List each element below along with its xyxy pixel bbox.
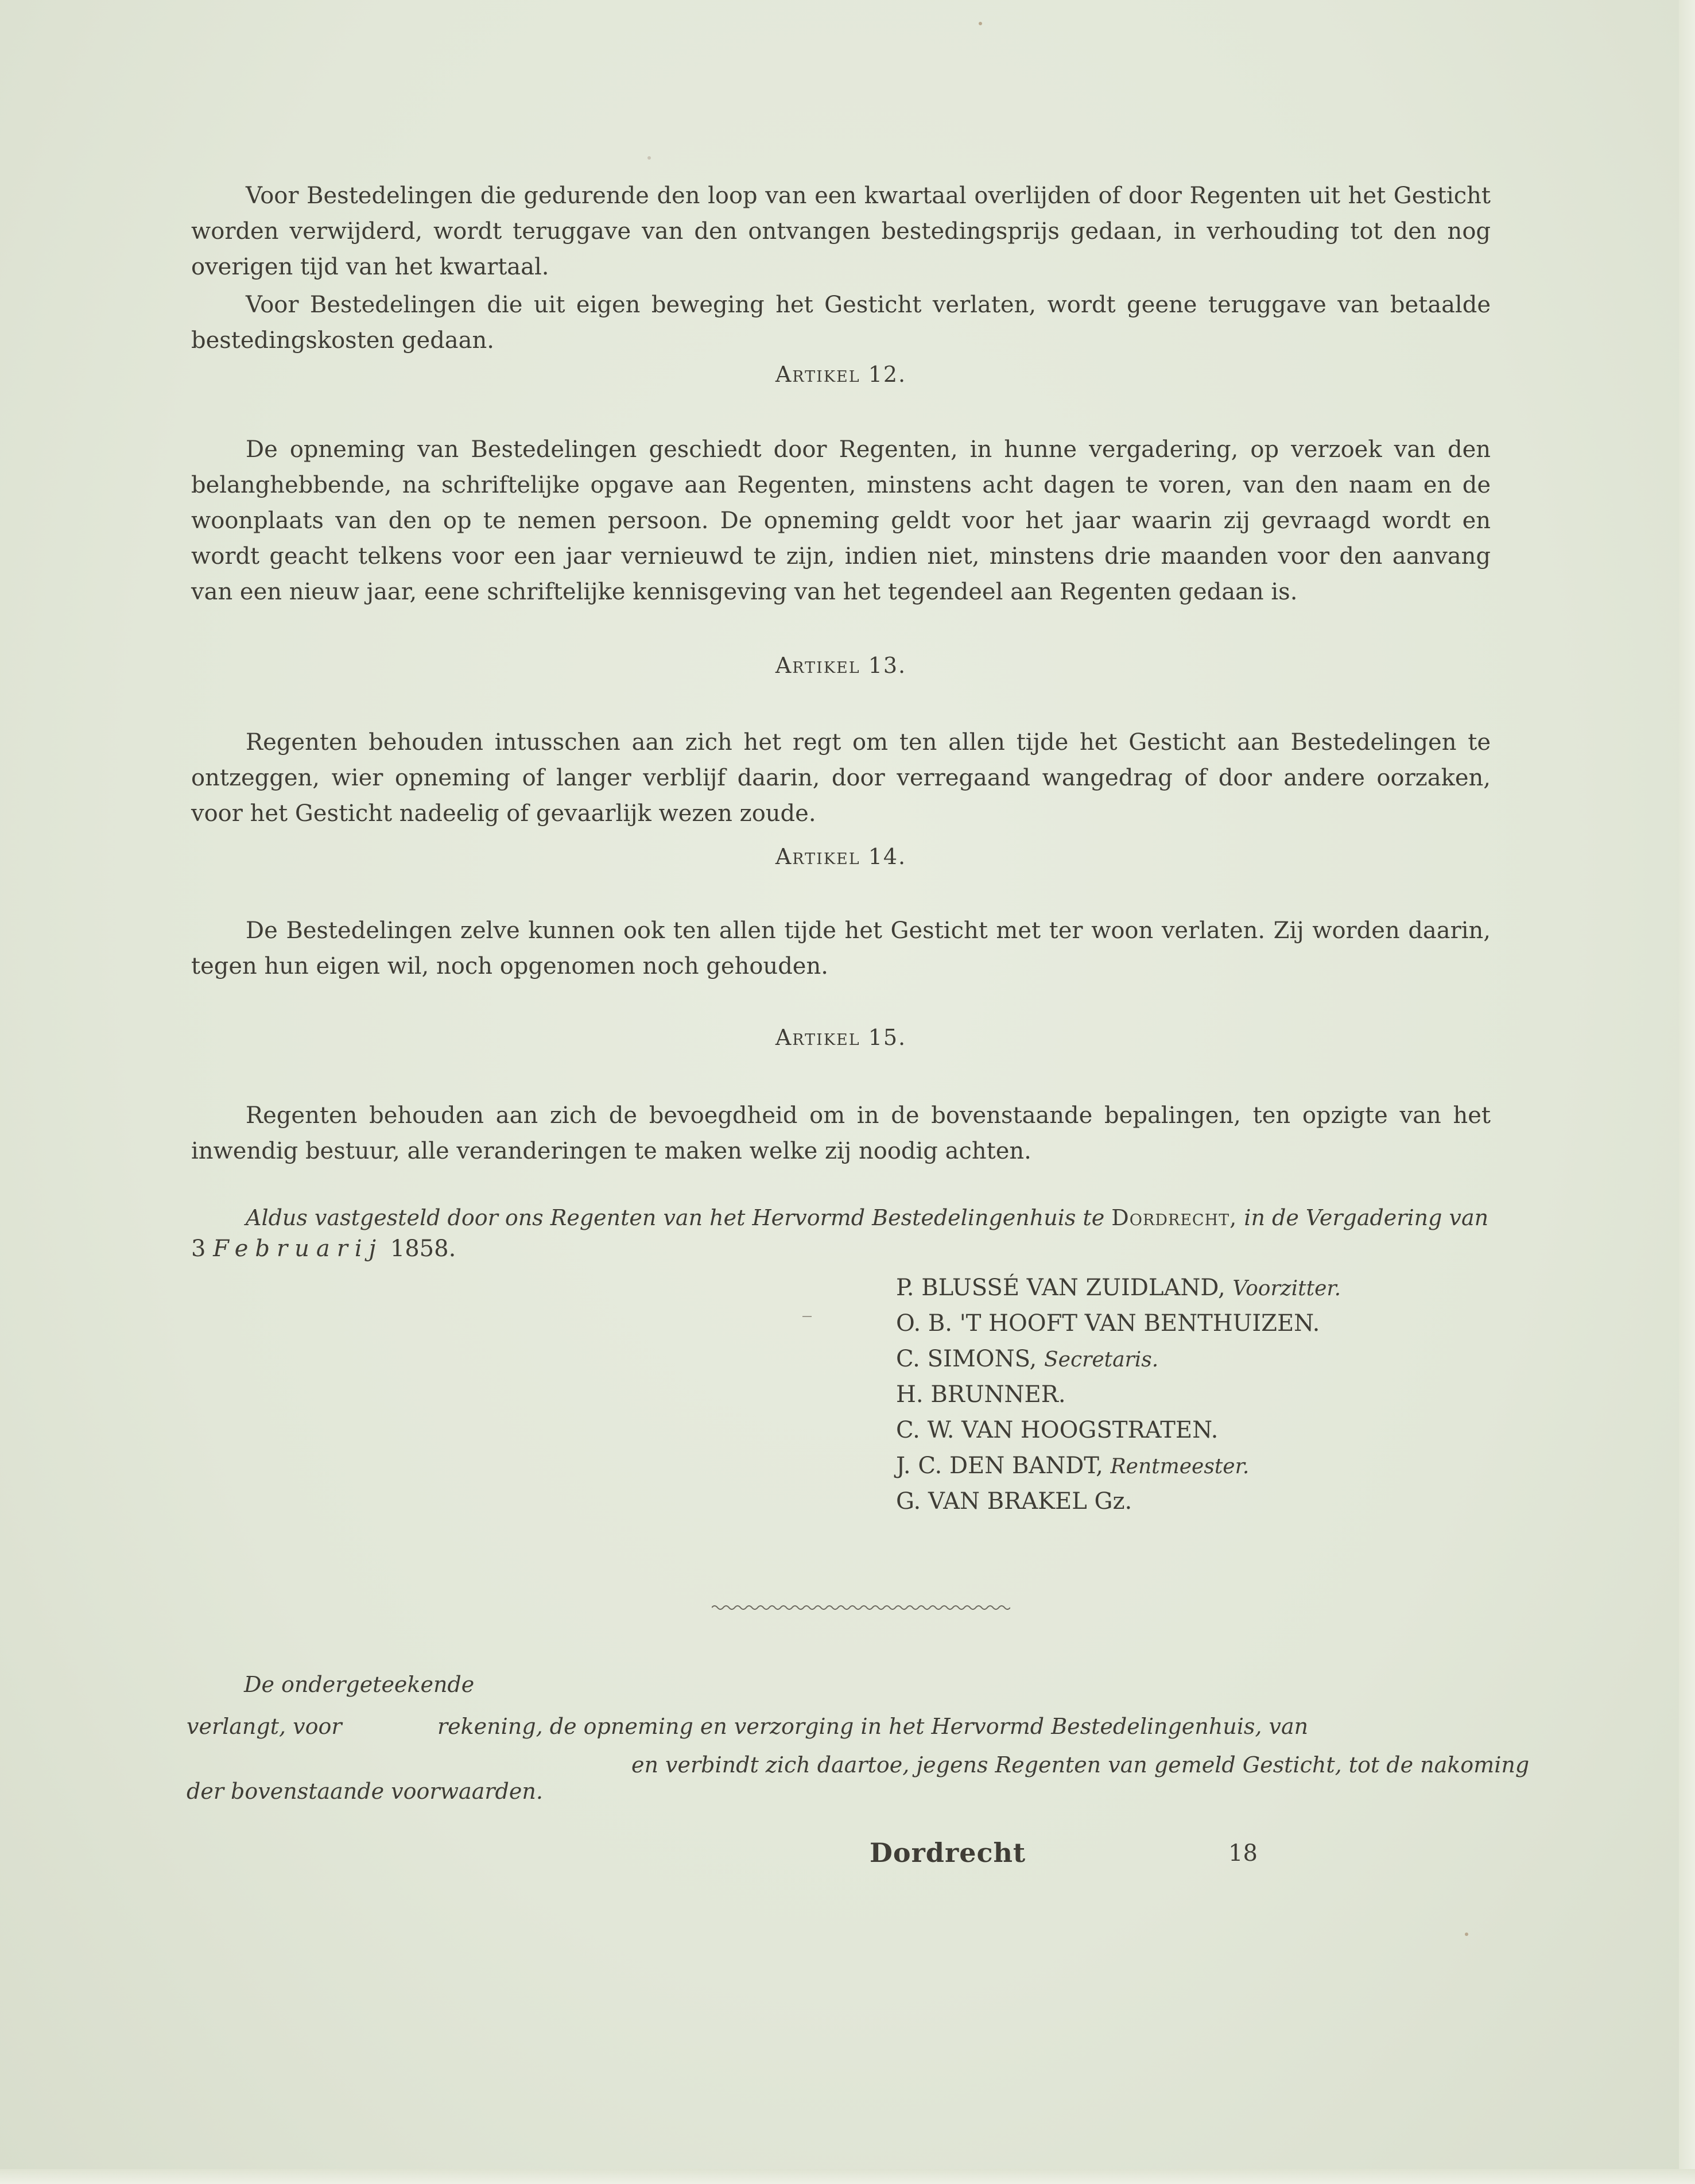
- ornamental-divider: [712, 1602, 1010, 1613]
- article-text-13: Regenten behouden intusschen aan zich het regt om ten allen tijde het Gesticht aan Bestedelingen te ontzeggen, wier opneming of langer verblijf daarin, door verregaand wangedrag of door andere oorzaken, voor het Gesticht nadeelig of gevaarlijk wezen zoude.: [191, 729, 1491, 827]
- signatory: J. C. DEN BANDT, Rentmeester.: [896, 1453, 1250, 1479]
- signatory: O. B. 'T HOOFT VAN BENTHUIZEN.: [896, 1310, 1320, 1337]
- margin-dash: [802, 1316, 812, 1317]
- article-heading-13: Artikel 13.: [775, 653, 907, 678]
- signatory: H. BRUNNER.: [896, 1381, 1066, 1408]
- form-requests: verlangt, voor: [187, 1714, 342, 1739]
- signatory: G. VAN BRAKEL Gz.: [896, 1488, 1132, 1515]
- adoption-date-day: 3: [191, 1236, 206, 1262]
- adoption-tail: in de Vergadering van: [1244, 1205, 1489, 1230]
- form-undersigned: De ondergeteekende: [244, 1672, 475, 1697]
- article-heading-12: Artikel 12.: [775, 362, 907, 387]
- page-edge-right: [1679, 0, 1695, 2184]
- adoption-date-month: Februarij: [213, 1236, 383, 1262]
- article-heading-15: Artikel 15.: [775, 1025, 907, 1050]
- form-conditions: der bovenstaande voorwaarden.: [187, 1779, 543, 1804]
- adoption-statement: [191, 1200, 1491, 1236]
- signatory: C. SIMONS, Secretaris.: [896, 1346, 1159, 1372]
- adoption-date-year: 1858.: [390, 1236, 456, 1262]
- article-heading-14: Artikel 14.: [775, 844, 907, 869]
- page-edge-bottom: [0, 2169, 1695, 2184]
- signatory: C. W. VAN HOOGSTRATEN.: [896, 1417, 1219, 1443]
- signatory: P. BLUSSÉ VAN ZUIDLAND, Voorzitter.: [896, 1275, 1341, 1301]
- adoption-date: [191, 1236, 456, 1262]
- form-place: Dordrecht: [870, 1837, 1026, 1868]
- adoption-lead: Aldus vastgesteld door ons Regenten van het Hervormd Bestedelingenhuis te: [246, 1205, 1105, 1230]
- paragraph-no-refund-voluntary: Voor Bestedelingen die uit eigen beweging het Gesticht verlaten, wordt geene teruggave van betaalde bestedingskosten gedaan.: [191, 292, 1491, 354]
- form-year: 18: [1228, 1840, 1258, 1867]
- paper-speck: [647, 156, 651, 160]
- article-text-14: De Bestedelingen zelve kunnen ook ten allen tijde het Gesticht met ter woon verlaten. Zij worden daarin, tegen hun eigen wil, noch opgenomen noch gehouden.: [191, 917, 1491, 979]
- paragraph-refund-deceased: Voor Bestedelingen die gedurende den loop van een kwartaal overlijden of door Regenten uit het Gesticht worden verwijderd, wordt teruggave van den ontvangen bestedingsprijs gedaan, in verhouding tot den nog overigen tijd van het kwartaal.: [191, 183, 1491, 280]
- form-admission-request: rekening, de opneming en verzorging in het Hervormd Bestedelingenhuis, van: [437, 1714, 1309, 1739]
- paper-speck: [979, 22, 982, 25]
- paper-speck: [1465, 1933, 1468, 1936]
- article-text-15: Regenten behouden aan zich de bevoegdheid om in de bovenstaande bepalingen, ten opzigte van het inwendig bestuur, alle veranderingen te maken welke zij noodig achten.: [191, 1102, 1491, 1164]
- form-commitment: en verbindt zich daartoe, jegens Regenten van gemeld Gesticht, tot de nakoming: [631, 1752, 1530, 1778]
- article-text-12: De opneming van Bestedelingen geschiedt door Regenten, in hunne vergadering, op verzoek van den belanghebbende, na schriftelijke opgave aan Regenten, minstens acht dagen te voren, van den naam en de woonplaats van den op te nemen persoon. De opneming geldt voor het jaar waarin zij gevraagd wordt en wordt geacht telkens voor een jaar vernieuwd te zijn, indien niet, minstens drie maanden voor den aanvang van een nieuw jaar, eene schriftelijke kennisgeving van het tegendeel aan Regenten gedaan is.: [191, 436, 1491, 605]
- adoption-city: Dordrecht,: [1111, 1205, 1238, 1230]
